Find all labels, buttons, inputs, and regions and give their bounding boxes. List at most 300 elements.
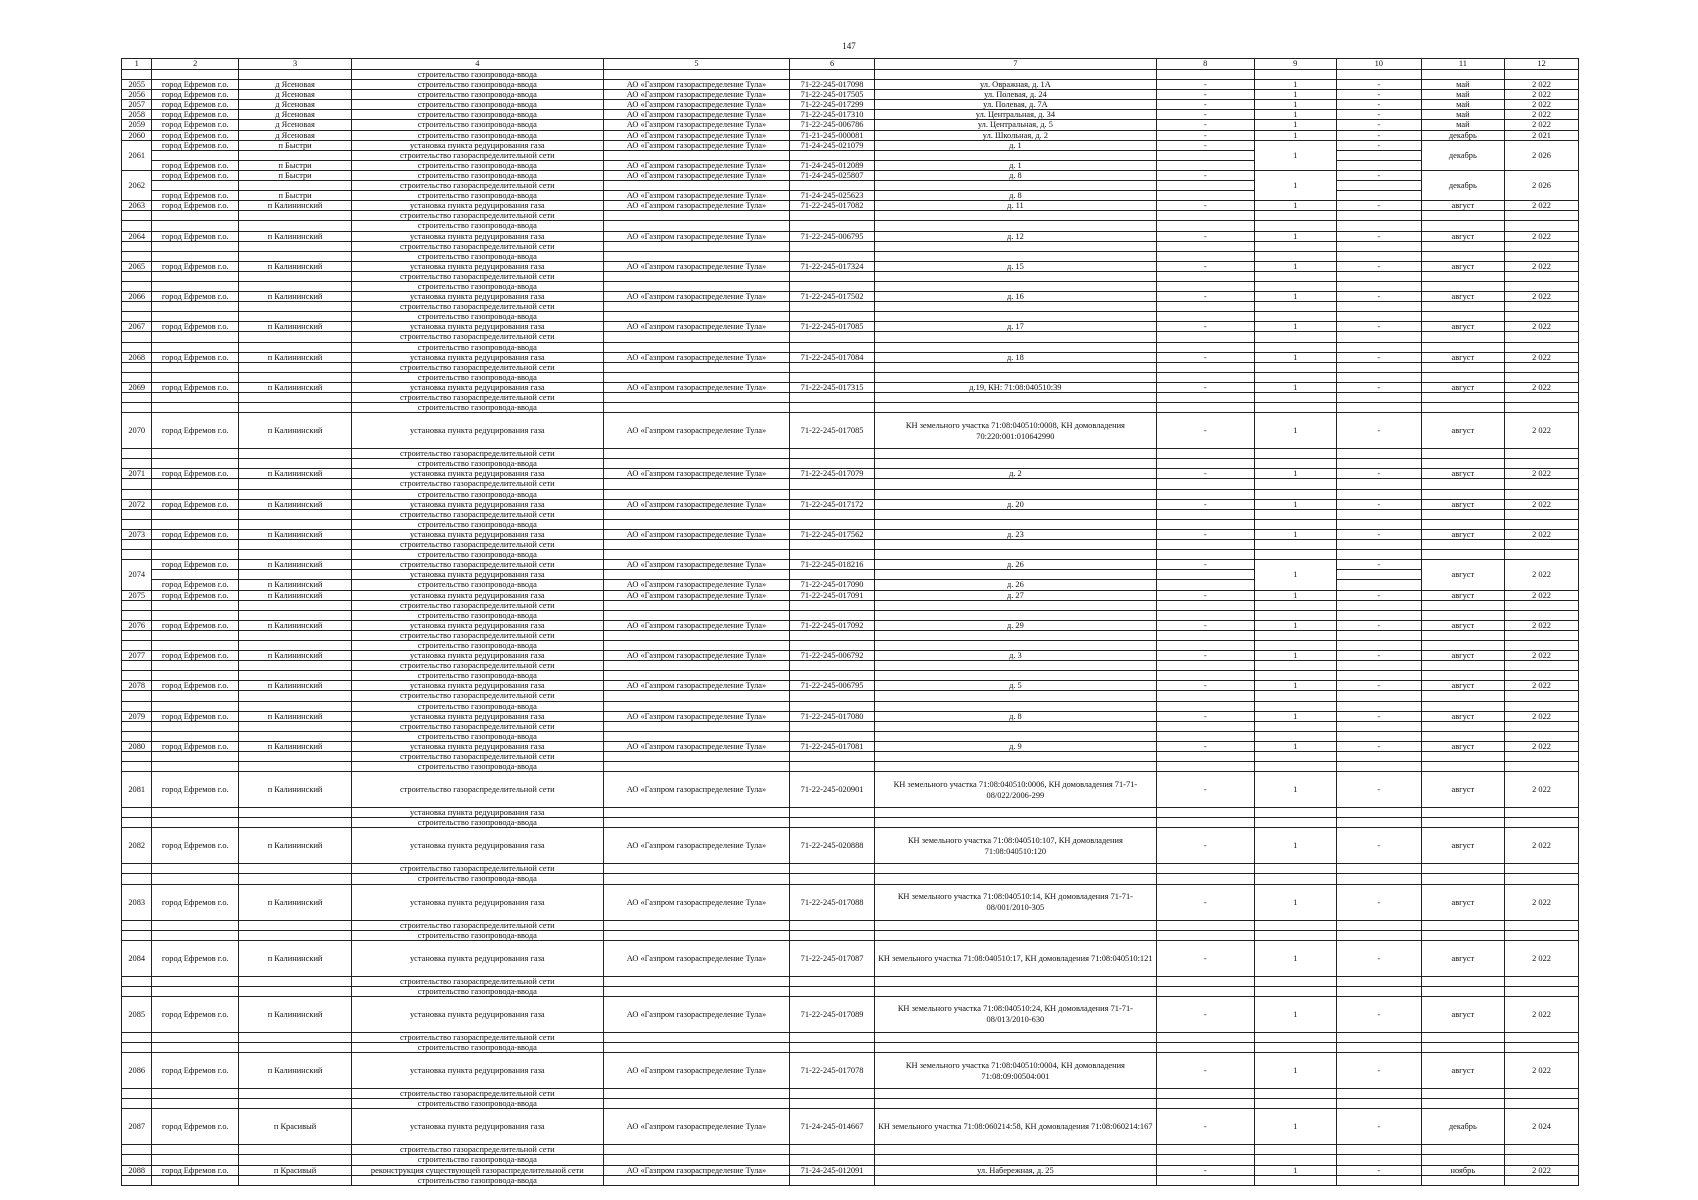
application-number [790,600,875,610]
table-row [122,413,1579,449]
table-row [122,342,1579,352]
col-10-value [1336,671,1421,681]
table-row [122,479,1579,489]
month: август [1421,711,1505,721]
col-10-value [1336,251,1421,261]
row-number [122,70,152,80]
application-number [790,221,875,231]
work-type: строительство газораспределительной сети [351,241,603,251]
table-row [122,80,1579,90]
work-type: строительство газопровода-ввода [351,762,603,772]
col-8-value [1156,570,1254,580]
column-header: 3 [239,59,352,70]
work-type: строительство газопровода-ввода [351,160,603,170]
year [1505,691,1579,701]
year [1505,251,1579,261]
organization [603,1043,790,1053]
col-10-value: - [1336,352,1421,362]
address [874,509,1156,519]
municipality: город Ефремов г.о. [152,201,239,211]
work-type: строительство газораспределительной сети [351,362,603,372]
year: 2 022 [1505,1053,1579,1089]
municipality [152,630,239,640]
count: 1 [1254,231,1336,241]
settlement: п Калининский [239,201,352,211]
col-10-value: - [1336,741,1421,751]
organization: АО «Газпром газораспределение Тула» [603,292,790,302]
table-row [122,332,1579,342]
table-row [122,691,1579,701]
organization: АО «Газпром газораспределение Тула» [603,1165,790,1175]
count [1254,808,1336,818]
address: КН земельного участка 71:08:040510:0006, КН домовладения 71-71-08/022/2006-299 [874,772,1156,808]
address: д. 8 [874,711,1156,721]
count: 1 [1254,469,1336,479]
row-number [122,864,152,874]
settlement: д Ясеновая [239,110,352,120]
table-row [122,1109,1579,1145]
month: август [1421,681,1505,691]
work-type: строительство газопровода-ввода [351,1175,603,1185]
work-type: строительство газопровода-ввода [351,1155,603,1165]
year [1505,1099,1579,1109]
col-10-value [1336,1089,1421,1099]
year [1505,221,1579,231]
work-type: строительство газораспределительной сети [351,302,603,312]
row-number [122,640,152,650]
table-row [122,808,1579,818]
row-number [122,630,152,640]
table-row [122,489,1579,499]
year [1505,70,1579,80]
municipality: город Ефремов г.о. [152,620,239,630]
table-row [122,920,1579,930]
col-8-value [1156,630,1254,640]
work-type: установка пункта редуцирования газа [351,469,603,479]
work-type: строительство газопровода-ввода [351,1043,603,1053]
month [1421,610,1505,620]
municipality [152,640,239,650]
settlement [239,701,352,711]
municipality [152,762,239,772]
col-8-value [1156,1089,1254,1099]
table-row [122,372,1579,382]
work-type: строительство газопровода-ввода [351,550,603,560]
organization: АО «Газпром газораспределение Тула» [603,772,790,808]
address: ул. Полевая, д. 24 [874,90,1156,100]
year [1505,762,1579,772]
count [1254,1099,1336,1109]
table-row [122,1032,1579,1042]
table-row [122,1043,1579,1053]
work-type: строительство газораспределительной сети [351,1089,603,1099]
count [1254,1032,1336,1042]
month: декабрь [1421,130,1505,140]
count [1254,600,1336,610]
organization [603,362,790,372]
work-type: установка пункта редуцирования газа [351,711,603,721]
municipality [152,570,239,580]
organization [603,489,790,499]
count: 1 [1254,681,1336,691]
address: д. 23 [874,529,1156,539]
month [1421,221,1505,231]
year [1505,640,1579,650]
table-row [122,1099,1579,1109]
row-number [122,691,152,701]
month [1421,808,1505,818]
municipality: город Ефремов г.о. [152,170,239,180]
settlement: п Калининский [239,580,352,590]
col-8-value: - [1156,120,1254,130]
year [1505,661,1579,671]
settlement [239,550,352,560]
organization: АО «Газпром газораспределение Тула» [603,100,790,110]
month [1421,630,1505,640]
work-type: строительство газопровода-ввода [351,120,603,130]
work-type: строительство газораспределительной сети [351,479,603,489]
row-number: 2085 [122,996,152,1032]
application-number: 71-24-245-021079 [790,140,875,150]
application-number [790,540,875,550]
work-type: установка пункта редуцирования газа [351,352,603,362]
work-type: строительство газораспределительной сети [351,1032,603,1042]
table-row [122,221,1579,231]
col-10-value: - [1336,711,1421,721]
settlement [239,570,352,580]
address: д. 5 [874,681,1156,691]
table-row [122,261,1579,271]
col-10-value: - [1336,170,1421,180]
col-8-value [1156,312,1254,322]
col-8-value [1156,191,1254,201]
table-row [122,1053,1579,1089]
organization: АО «Газпром газораспределение Тула» [603,1109,790,1145]
month [1421,302,1505,312]
row-number [122,332,152,342]
work-type: строительство газораспределительной сети [351,211,603,221]
table-row [122,393,1579,403]
row-number: 2067 [122,322,152,332]
municipality [152,976,239,986]
work-type: установка пункта редуцирования газа [351,140,603,150]
table-row [122,772,1579,808]
year [1505,211,1579,221]
row-number: 2062 [122,170,152,200]
col-10-value: - [1336,80,1421,90]
address [874,610,1156,620]
col-8-value: - [1156,620,1254,630]
address: д. 1 [874,140,1156,150]
month [1421,818,1505,828]
work-type: установка пункта редуцирования газа [351,499,603,509]
address [874,752,1156,762]
table-row [122,160,1579,170]
row-number [122,1099,152,1109]
settlement [239,221,352,231]
work-type: строительство газораспределительной сети [351,509,603,519]
organization [603,661,790,671]
organization [603,1175,790,1185]
col-10-value [1336,661,1421,671]
col-8-value [1156,701,1254,711]
row-number [122,312,152,322]
table-row [122,741,1579,751]
address: д. 11 [874,201,1156,211]
organization [603,600,790,610]
organization: АО «Газпром газораспределение Тула» [603,590,790,600]
year [1505,874,1579,884]
organization [603,808,790,818]
organization [603,393,790,403]
address [874,372,1156,382]
year [1505,721,1579,731]
application-number: 71-21-245-000081 [790,130,875,140]
application-number: 71-22-245-017081 [790,741,875,751]
col-10-value [1336,181,1421,191]
address [874,986,1156,996]
col-8-value [1156,332,1254,342]
organization [603,874,790,884]
municipality: город Ефремов г.о. [152,940,239,976]
row-number [122,930,152,940]
year [1505,372,1579,382]
work-type: установка пункта редуцирования газа [351,322,603,332]
col-8-value [1156,752,1254,762]
organization [603,312,790,322]
address: д. 3 [874,651,1156,661]
municipality [152,1099,239,1109]
application-number [790,1032,875,1042]
address [874,731,1156,741]
address [874,332,1156,342]
work-type: установка пункта редуцирования газа [351,529,603,539]
month [1421,312,1505,322]
col-10-value [1336,1155,1421,1165]
month [1421,874,1505,884]
col-8-value [1156,160,1254,170]
application-number [790,874,875,884]
year: 2 022 [1505,201,1579,211]
col-10-value [1336,930,1421,940]
address [874,570,1156,580]
row-number: 2063 [122,201,152,211]
col-8-value [1156,1155,1254,1165]
col-10-value [1336,808,1421,818]
application-number: 71-22-245-017080 [790,711,875,721]
application-number: 71-22-245-017172 [790,499,875,509]
row-number: 2064 [122,231,152,241]
table-row [122,600,1579,610]
table-row [122,201,1579,211]
year [1505,808,1579,818]
count [1254,403,1336,413]
address: КН земельного участка 71:08:060214:58, КН домовладения 71:08:060214:167 [874,1109,1156,1145]
count [1254,459,1336,469]
col-10-value: - [1336,560,1421,570]
municipality: город Ефремов г.о. [152,651,239,661]
row-number [122,920,152,930]
count [1254,241,1336,251]
count: 1 [1254,711,1336,721]
application-number [790,661,875,671]
year [1505,986,1579,996]
count: 1 [1254,1165,1336,1175]
organization [603,976,790,986]
municipality: город Ефремов г.о. [152,711,239,721]
settlement: п Калининский [239,231,352,241]
organization [603,211,790,221]
year: 2 022 [1505,711,1579,721]
organization [603,570,790,580]
col-10-value [1336,489,1421,499]
application-number [790,1043,875,1053]
table-row [122,251,1579,261]
application-number: 71-22-245-006795 [790,681,875,691]
col-8-value [1156,221,1254,231]
work-type: строительство газопровода-ввода [351,80,603,90]
settlement [239,1089,352,1099]
address: д.19, КН: 71:08:040510:39 [874,382,1156,392]
application-number: 71-24-245-025623 [790,191,875,201]
application-number: 71-22-245-017079 [790,469,875,479]
organization [603,640,790,650]
table-row [122,620,1579,630]
settlement [239,864,352,874]
municipality [152,808,239,818]
application-number [790,550,875,560]
col-10-value: - [1336,382,1421,392]
address [874,701,1156,711]
work-type: установка пункта редуцирования газа [351,996,603,1032]
count [1254,610,1336,620]
row-number [122,251,152,261]
application-number [790,271,875,281]
address: КН земельного участка 71:08:040510:14, КН домовладения 71-71-08/001/2010-305 [874,884,1156,920]
count: 1 [1254,352,1336,362]
row-number: 2056 [122,90,152,100]
col-10-value [1336,281,1421,291]
col-8-value [1156,550,1254,560]
table-row [122,818,1579,828]
year: 2 022 [1505,90,1579,100]
month: август [1421,741,1505,751]
col-8-value: - [1156,170,1254,180]
year [1505,449,1579,459]
row-number [122,1043,152,1053]
application-number [790,864,875,874]
year [1505,479,1579,489]
settlement: п Калининский [239,884,352,920]
col-8-value: - [1156,996,1254,1032]
count: 1 [1254,140,1336,170]
address: д. 16 [874,292,1156,302]
municipality [152,332,239,342]
col-8-value [1156,362,1254,372]
year: 2 022 [1505,110,1579,120]
municipality: город Ефремов г.о. [152,292,239,302]
settlement: п Калининский [239,469,352,479]
organization: АО «Газпром газораспределение Тула» [603,352,790,362]
address [874,721,1156,731]
municipality [152,312,239,322]
application-number [790,362,875,372]
year: 2 026 [1505,170,1579,200]
table-row [122,271,1579,281]
count [1254,752,1336,762]
settlement [239,731,352,741]
month [1421,930,1505,940]
count [1254,920,1336,930]
month: май [1421,120,1505,130]
address [874,449,1156,459]
settlement: п Калининский [239,560,352,570]
municipality [152,181,239,191]
municipality: город Ефремов г.о. [152,191,239,201]
table-row [122,731,1579,741]
settlement: п Калининский [239,352,352,362]
application-number [790,241,875,251]
municipality [152,221,239,231]
month: август [1421,469,1505,479]
month [1421,762,1505,772]
year: 2 022 [1505,100,1579,110]
col-10-value [1336,600,1421,610]
address: д. 15 [874,261,1156,271]
month: август [1421,529,1505,539]
row-number: 2075 [122,590,152,600]
table-row [122,940,1579,976]
row-number [122,540,152,550]
count [1254,701,1336,711]
address [874,211,1156,221]
address [874,630,1156,640]
col-8-value [1156,251,1254,261]
table-row [122,540,1579,550]
row-number: 2073 [122,529,152,539]
month [1421,661,1505,671]
table-row [122,362,1579,372]
settlement: д Ясеновая [239,80,352,90]
work-type: строительство газопровода-ввода [351,986,603,996]
row-number: 2069 [122,382,152,392]
work-type: установка пункта редуцирования газа [351,620,603,630]
table-row [122,1175,1579,1185]
col-8-value [1156,403,1254,413]
month [1421,550,1505,560]
row-number [122,1155,152,1165]
col-10-value [1336,874,1421,884]
organization: АО «Газпром газораспределение Тула» [603,560,790,570]
count [1254,70,1336,80]
municipality [152,691,239,701]
col-10-value: - [1336,681,1421,691]
application-number: 71-22-245-017299 [790,100,875,110]
count: 1 [1254,322,1336,332]
work-type: строительство газораспределительной сети [351,181,603,191]
row-number [122,661,152,671]
count [1254,393,1336,403]
year: 2 022 [1505,560,1579,590]
application-number: 71-24-245-012091 [790,1165,875,1175]
application-number [790,70,875,80]
settlement: п Калининский [239,382,352,392]
municipality [152,1043,239,1053]
application-number [790,312,875,322]
organization: АО «Газпром газораспределение Тула» [603,996,790,1032]
table-row [122,352,1579,362]
column-header: 4 [351,59,603,70]
